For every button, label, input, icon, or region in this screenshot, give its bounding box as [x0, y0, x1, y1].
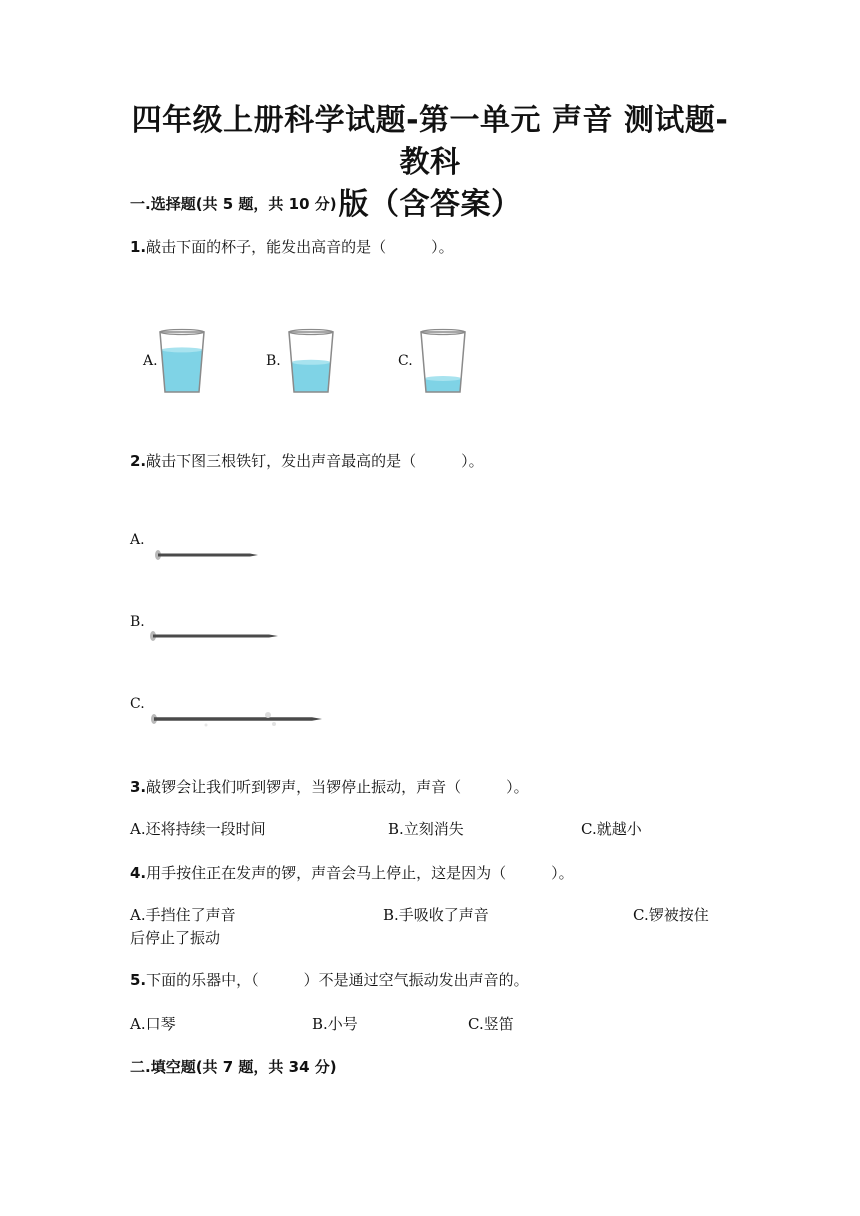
question-number: 4. — [130, 864, 147, 882]
q4-option-b: B.手吸收了声音 — [383, 906, 489, 924]
q5-option-b: B.小号 — [312, 1015, 358, 1033]
q3-option-c: C.就越小 — [581, 820, 642, 838]
question-number: 1. — [130, 238, 147, 256]
cup-a — [160, 330, 204, 393]
question-2 — [130, 450, 484, 471]
cup-a-image — [158, 328, 206, 396]
question-number: 5. — [130, 971, 147, 989]
water-surface — [425, 376, 461, 381]
nail-label-b: B. — [130, 614, 145, 630]
question-text: 敲锣会让我们听到锣声，当锣停止振动，声音（ ）。 — [146, 778, 529, 796]
nail-label-c: C. — [130, 696, 145, 712]
nail-label-a: A. — [130, 532, 145, 548]
q5-option-a: A.口琴 — [130, 1015, 176, 1033]
section-heading-fill-blank: 二.填空题(共 7 题，共 34 分) — [130, 1058, 337, 1076]
title-line-1: 四年级上册科学试题-第一单元 声音 测试题-教科 — [131, 103, 729, 180]
q3-option-b: B.立刻消失 — [388, 820, 464, 838]
question-text: 敲击下面的杯子，能发出高音的是（ ）。 — [146, 238, 454, 256]
cup-c-image — [419, 328, 467, 396]
question-5 — [130, 969, 529, 990]
section-heading-choice: 一.选择题(共 5 题，共 10 分) — [130, 195, 337, 213]
cup-c — [421, 330, 465, 393]
question-number: 2. — [130, 452, 147, 470]
cup-label-c: C. — [398, 353, 413, 369]
cup-b-image — [287, 328, 335, 396]
cup-label-b: B. — [266, 353, 281, 369]
question-text: 敲击下图三根铁钉，发出声音最高的是（ ）。 — [146, 452, 484, 470]
q4-option-c: C.锣被按住 — [633, 906, 709, 924]
cup-label-a: A. — [143, 353, 158, 369]
nail-b-image — [147, 629, 282, 643]
question-text: 下面的乐器中，（ ）不是通过空气振动发出声音的。 — [146, 971, 529, 989]
nail-a-image — [152, 548, 262, 562]
question-number: 3. — [130, 778, 147, 796]
water-surface — [161, 347, 202, 352]
question-1 — [130, 236, 454, 257]
question-text: 用手按住正在发声的锣，声音会马上停止，这是因为（ ）。 — [146, 864, 574, 882]
question-3 — [130, 776, 529, 797]
q5-option-c: C.竖笛 — [468, 1015, 514, 1033]
water-fill — [292, 362, 331, 392]
cup-b — [289, 330, 333, 393]
q3-option-a: A.还将持续一段时间 — [130, 820, 266, 838]
title-line-2: 版（含答案） — [338, 187, 522, 222]
q4-option-c-continued: 后停止了振动 — [130, 929, 221, 947]
water-surface — [292, 360, 331, 365]
question-4 — [130, 862, 574, 883]
q4-option-a: A.手挡住了声音 — [130, 906, 236, 924]
nail-c-image — [148, 711, 326, 729]
water-fill — [161, 350, 202, 392]
